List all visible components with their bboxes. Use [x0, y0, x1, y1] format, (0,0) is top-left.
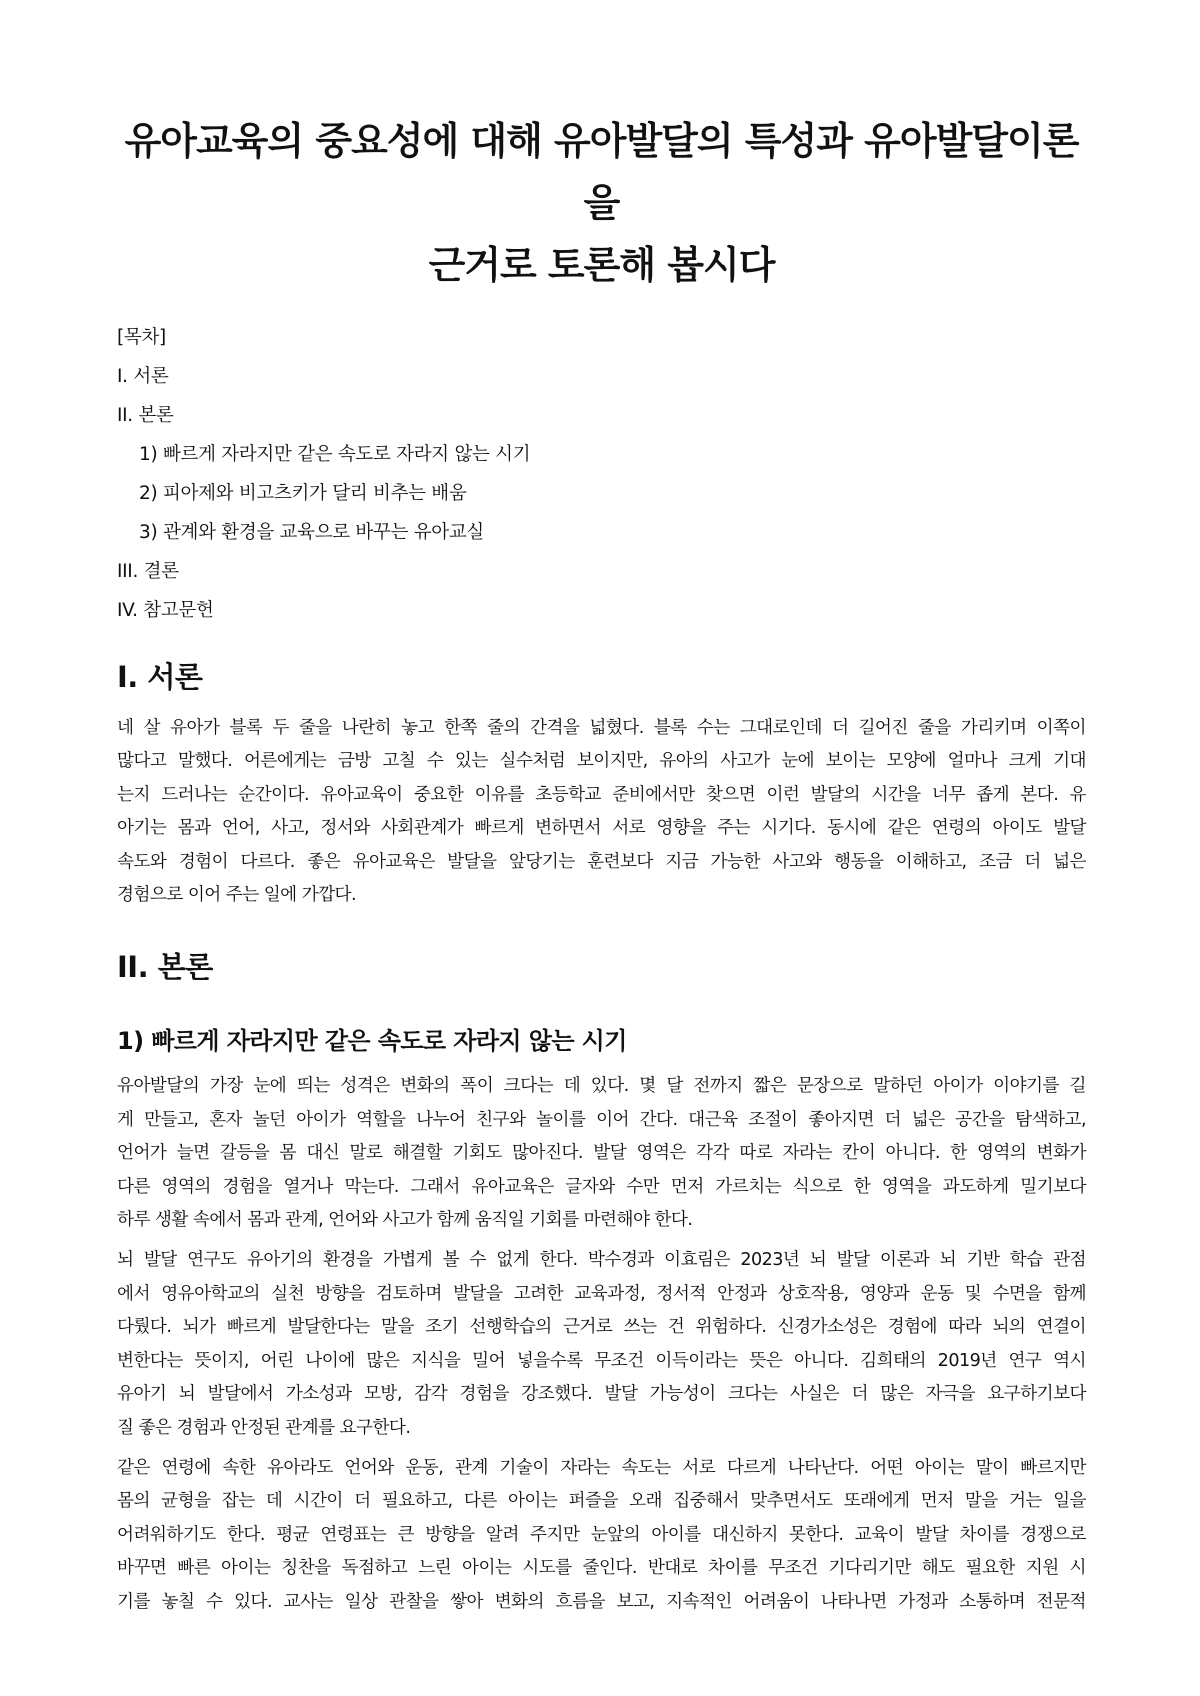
text-line: 몸의 균형을 잡는 데 시간이 더 필요하고, 다른 아이는 퍼즐을 오래 집중해서 맞추면서도 또래에게 먼저 말을 거는 일을: [117, 1491, 1086, 1512]
title-line-2: 근거로 토론해 봅시다: [428, 243, 775, 287]
text-line: 기를 놓칠 수 있다. 교사는 일상 관찰을 쌓아 변화의 흐름을 보고, 지속적인 어려움이 나타나면 가정과 소통하며 전문적: [117, 1591, 1086, 1612]
toc-item: IV. 참고문헌: [117, 600, 214, 621]
body-paragraph: [117, 1070, 1086, 1237]
text-line: 어려워하기도 한다. 평균 연령표는 큰 방향을 알려 주지만 눈앞의 아이를 대신하지 못한다. 교육이 발달 차이를 경쟁으로: [117, 1524, 1086, 1545]
text-line: 질 좋은 경험과 안정된 관계를 요구한다.: [117, 1417, 411, 1438]
title-line-1: 유아교육의 중요성에 대해 유아발달의 특성과 유아발달이론을: [124, 119, 1079, 225]
text-line: 언어가 늘면 갈등을 몸 대신 말로 해결할 기회도 많아진다. 발달 영역은 각각 따로 자라는 칸이 아니다. 한 영역의 변화가: [117, 1143, 1086, 1164]
intro-paragraph: [117, 712, 1086, 912]
text-line: 유아기 뇌 발달에서 가소성과 모방, 감각 경험을 강조했다. 발달 가능성이 크다는 사실은 더 많은 자극을 요구하기보다: [117, 1384, 1086, 1405]
toc-item: 2) 피아제와 비고츠키가 달리 비추는 배움: [139, 483, 467, 504]
toc-item: I. 서론: [117, 366, 169, 387]
text-line: 다뤘다. 뇌가 빠르게 발달한다는 말을 조기 선행학습의 근거로 쓰는 건 위험하다. 신경가소성은 경험에 따라 뇌의 연결이: [117, 1317, 1086, 1338]
section-heading-intro: I. 서론: [117, 660, 203, 694]
text-line: 게 만들고, 혼자 놀던 아이가 역할을 나누어 친구와 놀이를 이어 간다. 대근육 조절이 좋아지면 더 넓은 공간을 탐색하고,: [117, 1109, 1086, 1130]
subsection-heading-1: 1) 빠르게 자라지만 같은 속도로 자라지 않는 시기: [117, 1027, 627, 1056]
toc-item: II. 본론: [117, 405, 174, 426]
text-line: 속도와 경험이 다르다. 좋은 유아교육은 발달을 앞당기는 훈련보다 지금 가능한 사고와 행동을 이해하고, 조금 더 넓은: [117, 851, 1086, 872]
section-heading-body: II. 본론: [117, 950, 213, 985]
toc-item: 3) 관계와 환경을 교육으로 바꾸는 유아교실: [139, 522, 484, 543]
text-line: 하루 생활 속에서 몸과 관계, 언어와 사고가 함께 움직일 기회를 마련해야 한다.: [117, 1210, 693, 1231]
table-of-contents: [117, 318, 1086, 630]
text-line: 바꾸면 빠른 아이는 칭찬을 독점하고 느린 아이는 시도를 줄인다. 반대로 차이를 무조건 기다리기만 해도 필요한 지원 시: [117, 1558, 1086, 1579]
toc-list: [117, 357, 1086, 630]
toc-heading: [목차]: [117, 327, 166, 348]
text-line: 같은 연령에 속한 유아라도 언어와 운동, 관계 기술이 자라는 속도는 서로 다르게 나타난다. 어떤 아이는 말이 빠르지만: [117, 1457, 1086, 1478]
document-title: [117, 110, 1086, 296]
text-line: 뇌 발달 연구도 유아기의 환경을 가볍게 볼 수 없게 한다. 박수경과 이효림은 2023년 뇌 발달 이론과 뇌 기반 학습 관점: [117, 1250, 1086, 1271]
subsection-1-body: [117, 1070, 1086, 1619]
toc-item: III. 결론: [117, 561, 179, 582]
toc-item: 1) 빠르게 자라지만 같은 속도로 자라지 않는 시기: [139, 444, 531, 465]
body-paragraph: [117, 1452, 1086, 1619]
text-line: 에서 영유아학교의 실천 방향을 검토하며 발달을 고려한 교육과정, 정서적 안정과 상호작용, 영양과 운동 및 수면을 함께: [117, 1283, 1086, 1304]
text-line: 네 살 유아가 블록 두 줄을 나란히 놓고 한쪽 줄의 간격을 넓혔다. 블록 수는 그대로인데 더 길어진 줄을 가리키며 이쪽이: [117, 718, 1086, 738]
text-line: 다른 영역의 경험을 열거나 막는다. 그래서 유아교육은 글자와 수만 먼저 가르치는 식으로 한 영역을 과도하게 밀기보다: [117, 1176, 1086, 1197]
body-paragraph: [117, 1244, 1086, 1444]
text-line: 경험으로 이어 주는 일에 가깝다.: [117, 885, 357, 906]
text-line: 변한다는 뜻이지, 어린 나이에 많은 지식을 밀어 넣을수록 무조건 이득이라는 뜻은 아니다. 김희태의 2019년 연구 역시: [117, 1350, 1086, 1371]
text-line: 는지 드러나는 순간이다. 유아교육이 중요한 이유를 초등학교 준비에서만 찾으면 이런 발달의 시간을 너무 좁게 본다. 유: [117, 784, 1086, 805]
text-line: 유아발달의 가장 눈에 띄는 성격은 변화의 폭이 크다는 데 있다. 몇 달 전까지 짧은 문장으로 말하던 아이가 이야기를 길: [117, 1076, 1086, 1097]
text-line: 많다고 말했다. 어른에게는 금방 고칠 수 있는 실수처럼 보이지만, 유아의 사고가 눈에 보이는 모양에 얼마나 크게 기대: [117, 751, 1086, 772]
text-line: 아기는 몸과 언어, 사고, 정서와 사회관계가 빠르게 변하면서 서로 영향을 주는 시기다. 동시에 같은 연령의 아이도 발달: [117, 818, 1086, 839]
